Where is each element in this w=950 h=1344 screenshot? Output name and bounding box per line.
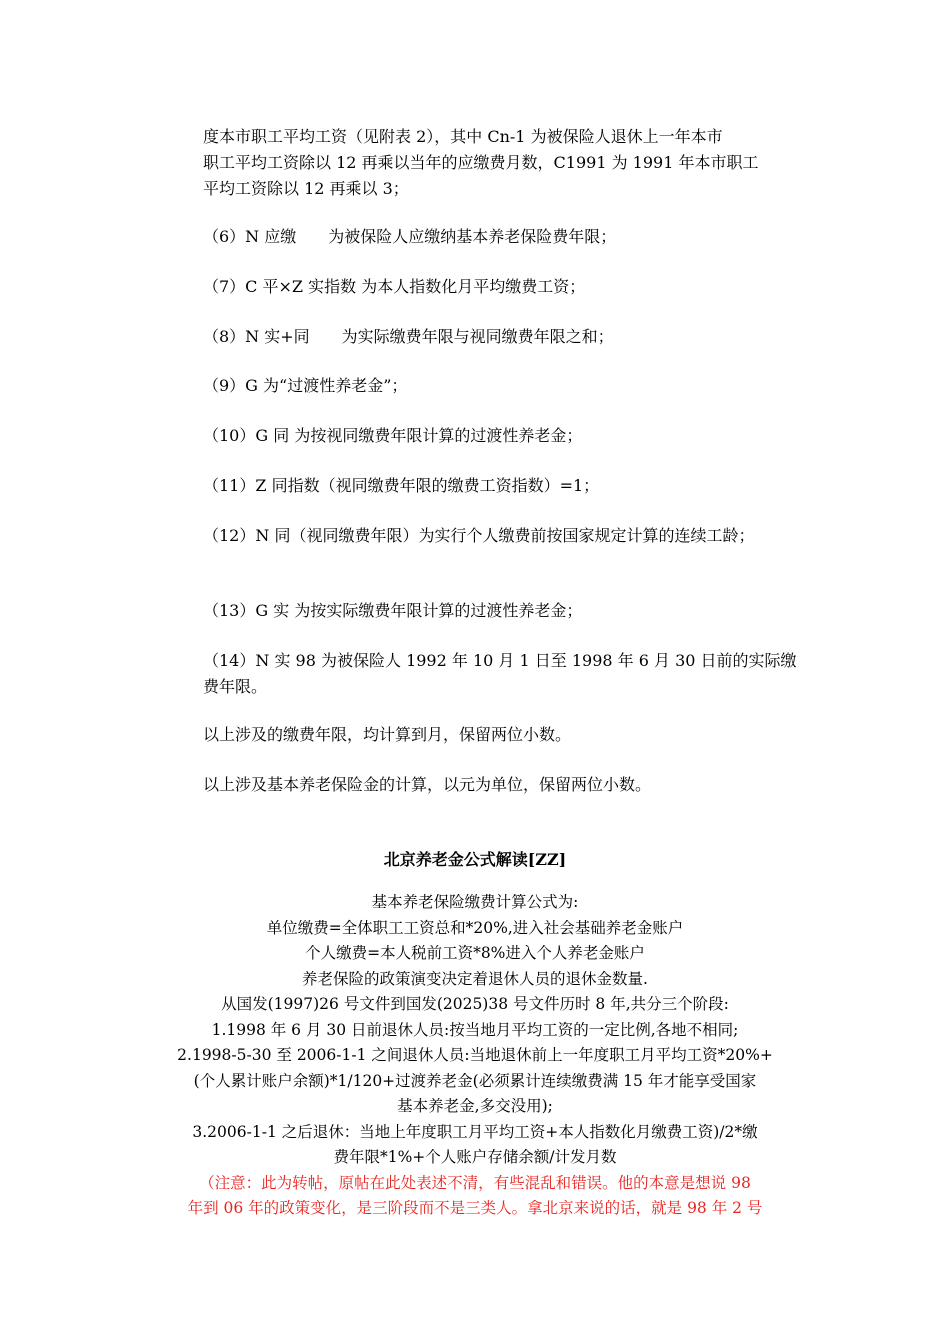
body-line: 单位缴费=全体职工工资总和*20%,进入社会基础养老金账户 [266,918,684,937]
definition-item: （9）G 为“过渡性养老金”； [203,376,408,395]
note-yuan: 以上涉及基本养老保险金的计算，以元为单位，保留两位小数。 [203,775,652,794]
intro-line: 度本市职工平均工资（见附表 2），其中 Cn-1 为被保险人退休上一年本市 [203,127,723,146]
definition-line: 费年限。 [203,677,268,696]
body-line: (个人累计账户余额)*1/120+过渡养老金(必须累计连续缴费满 15 年才能享受国家 [193,1071,757,1090]
body-line: 从国发(1997)26 号文件到国发(2025)38 号文件历时 8 年,共分三个阶段: [221,995,729,1013]
definition-item: （8）N 实+同 为实际缴费年限与视同缴费年限之和； [203,327,614,346]
intro-paragraph [203,124,823,202]
intro-line: 职工平均工资除以 12 再乘以当年的应缴费月数，C1991 为 1991 年本市职工 [203,153,759,172]
repost-note-line: （注意：此为转帖，原帖在此处表述不清，有些混乱和错误。他的本意是想说 98 [199,1173,751,1192]
body-line: 费年限*1%+个人账户存储余额/计发月数 [333,1148,617,1166]
definition-item: （12）N 同（视同缴费年限）为实行个人缴费前按国家规定计算的连续工龄； [203,526,755,545]
definition-item: （11）Z 同指数（视同缴费年限的缴费工资指数）=1； [203,476,600,495]
intro-line: 平均工资除以 12 再乘以 3； [203,179,409,198]
body-line: 基本养老保险缴费计算公式为: [371,893,579,911]
body-line: 1.1998 年 6 月 30 日前退休人员:按当地月平均工资的一定比例,各地不相同; [211,1020,739,1039]
definition-item: （6）N 应缴 为被保险人应缴纳基本养老保险费年限； [203,227,617,246]
repost-note-line: 年到 06 年的政策变化，是三阶段而不是三类人。拿北京来说的话，就是 98 年 2 号 [187,1199,763,1217]
definition-item-14 [203,648,823,700]
body-line: 基本养老金,多交没用); [397,1097,553,1115]
definition-item: （10）G 同 为按视同缴费年限计算的过渡性养老金； [203,426,583,445]
section-body [120,890,830,1222]
body-line: 个人缴费=本人税前工资*8%进入个人养老金账户 [305,944,645,962]
section-title: 北京养老金公式解读[ZZ] [383,850,567,869]
body-line: 养老保险的政策演变决定着退休人员的退休金数量. [302,969,648,988]
definition-item: （7）C 平×Z 实指数 为本人指数化月平均缴费工资； [203,277,586,296]
definition-line: （14）N 实 98 为被保险人 1992 年 10 月 1 日至 1998 年 6 月 30 日前的实际缴 [203,651,797,670]
body-line: 3.2006-1-1 之后退休：当地上年度职工月平均工资+本人指数化月缴费工资)/2*缴 [192,1122,758,1141]
definition-item: （13）G 实 为按实际缴费年限计算的过渡性养老金； [203,601,583,620]
note-months: 以上涉及的缴费年限，均计算到月，保留两位小数。 [203,725,572,744]
body-line: 2.1998-5-30 至 2006-1-1 之间退休人员:当地退休前上一年度职工月平均工资*20%+ [177,1046,773,1064]
